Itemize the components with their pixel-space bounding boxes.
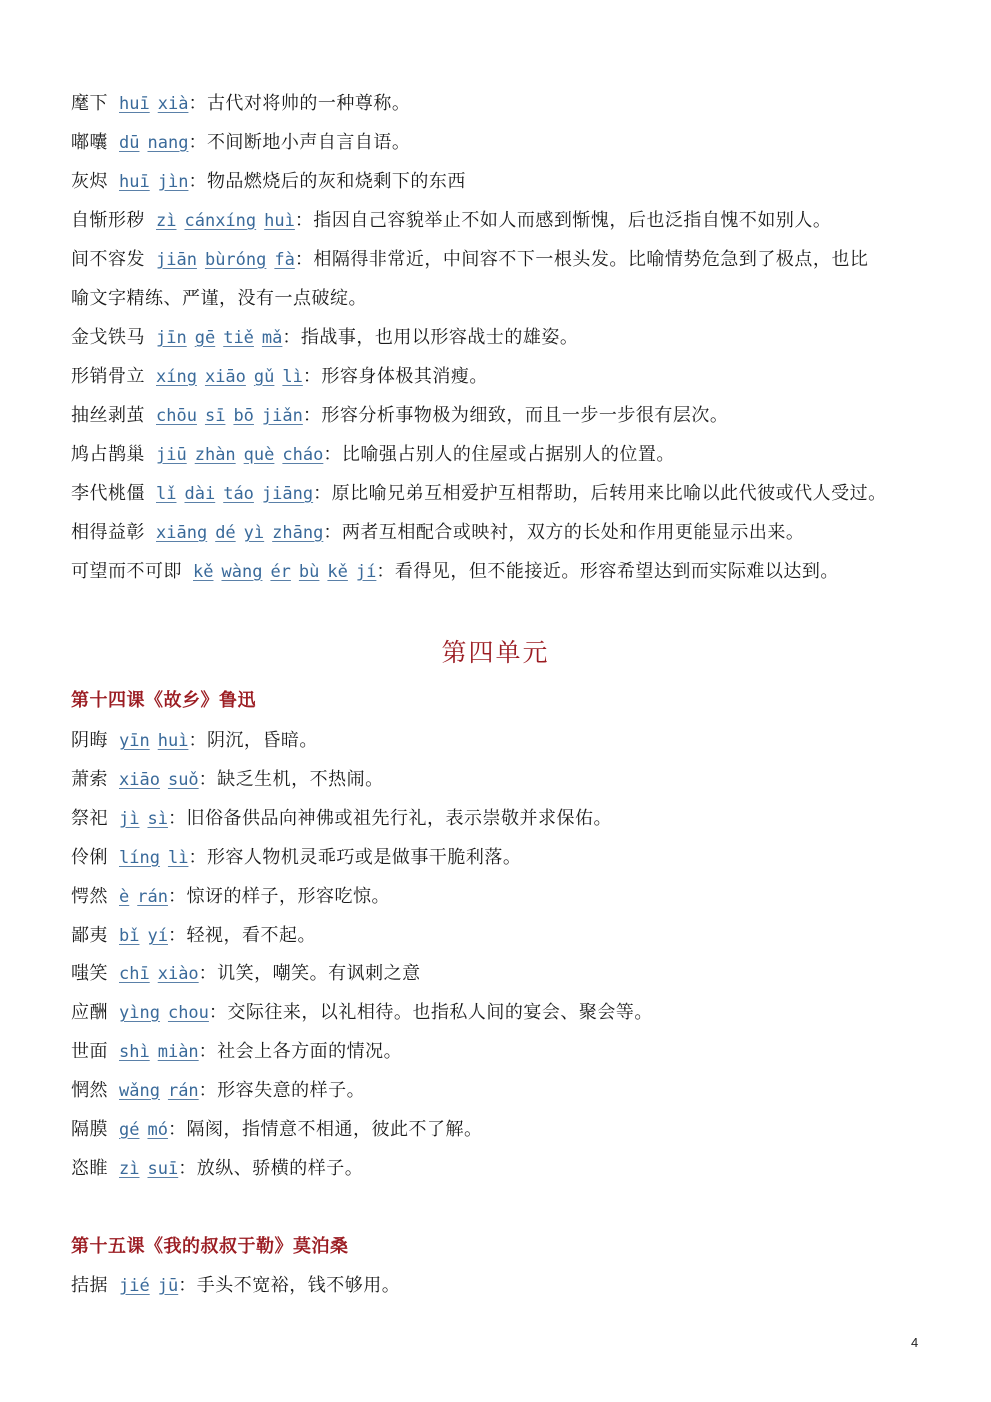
- term: 嗤笑: [71, 963, 108, 984]
- pinyin: yìng: [119, 1003, 160, 1023]
- term: 萧索: [71, 769, 108, 790]
- vocab-entry: 隔膜 gé mó：隔阂，指情意不相通，彼此不了解。: [71, 1119, 483, 1140]
- pinyin: jì: [119, 809, 140, 829]
- vocab-entry: 嗤笑 chī xiào：讥笑，嘲笑。有讽刺之意: [71, 963, 421, 984]
- pinyin: què: [243, 445, 275, 465]
- pinyin: suī: [147, 1159, 179, 1179]
- definition: 社会上各方面的情况。: [217, 1041, 403, 1062]
- definition: 比喻强占别人的住屋或占据别人的位置。: [341, 444, 675, 465]
- pinyin: zì: [119, 1159, 140, 1179]
- term: 拮据: [71, 1275, 108, 1296]
- term: 愕然: [71, 886, 108, 907]
- definition: 形容人物机灵乖巧或是做事干脆利落。: [206, 847, 522, 868]
- pinyin: bùróng: [204, 250, 267, 270]
- pinyin: jié: [119, 1276, 150, 1296]
- definition: 轻视，看不起。: [186, 925, 316, 946]
- pinyin: chōu: [156, 406, 197, 426]
- pinyin: jiǎn: [261, 406, 303, 426]
- pinyin: xiāo: [119, 770, 160, 790]
- term: 世面: [71, 1041, 108, 1062]
- pinyin: dū: [119, 133, 140, 153]
- pinyin: xiào: [157, 964, 199, 984]
- pinyin: lì: [167, 848, 189, 868]
- definition: 讥笑，嘲笑。有讽刺之意: [217, 963, 421, 984]
- pinyin: bǐ: [119, 926, 140, 946]
- definition: 形容失意的样子。: [217, 1080, 366, 1101]
- term: 恣睢: [71, 1158, 108, 1179]
- term: 祭祀: [71, 808, 108, 829]
- pinyin: jū: [157, 1276, 179, 1296]
- pinyin: zhāng: [272, 523, 324, 543]
- vocab-entry: 愕然 è rán：惊讶的样子，形容吃惊。: [71, 886, 390, 907]
- vocab-entry: 自惭形秽 zì cánxíng huì：指因自己容貌举止不如人而感到惭愧，后也泛指自愧不如别人。: [71, 210, 832, 231]
- pinyin: bù: [298, 562, 320, 582]
- definition: 相隔得非常近，中间容不下一根头发。比喻情势危急到了极点，也比: [313, 249, 869, 270]
- pinyin: zhàn: [194, 445, 236, 465]
- pinyin: táo: [223, 484, 254, 504]
- pinyin: mó: [147, 1120, 168, 1140]
- definition: 指战事，也用以形容战士的雄姿。: [300, 327, 579, 348]
- vocab-entry: 灰烬 huī jìn：物品燃烧后的灰和烧剩下的东西: [71, 171, 466, 192]
- term: 自惭形秽: [71, 210, 145, 231]
- definition-continued: 喻文字精练、严谨，没有一点破绽。: [71, 288, 367, 309]
- pinyin: bō: [233, 406, 254, 426]
- vocab-entry: 伶俐 líng lì：形容人物机灵乖巧或是做事干脆利落。: [71, 847, 522, 868]
- page-number: 4: [911, 1335, 919, 1350]
- term: 麾下: [71, 93, 108, 114]
- pinyin: cháo: [282, 445, 324, 465]
- pinyin: zì: [156, 211, 177, 231]
- vocab-entry: 金戈铁马 jīn gē tiě mǎ：指战事，也用以形容战士的雄姿。: [71, 327, 579, 348]
- pinyin: jiāng: [261, 484, 314, 504]
- definition: 看得见，但不能接近。形容希望达到而实际难以达到。: [394, 561, 839, 582]
- vocab-entry: 间不容发 jiān bùróng fà：相隔得非常近，中间容不下一根头发。比喻情势危急到了极点，也比: [71, 249, 869, 270]
- definition: 交际往来，以礼相待。也指私人间的宴会、聚会等。: [227, 1002, 653, 1023]
- pinyin: suǒ: [167, 770, 199, 790]
- pinyin: dé: [215, 523, 236, 543]
- pinyin: jìn: [157, 172, 189, 192]
- vocab-entry: 惘然 wǎng rán：形容失意的样子。: [71, 1080, 366, 1101]
- definition: 旧俗备供品向神佛或祖先行礼，表示崇敬并求保佑。: [186, 808, 612, 829]
- definition: 不间断地小声自言自语。: [206, 132, 411, 153]
- definition: 两者互相配合或映衬，双方的长处和作用更能显示出来。: [341, 522, 805, 543]
- definition: 阴沉，昏暗。: [206, 730, 318, 751]
- definition: 原比喻兄弟互相爱护互相帮助，后转用来比喻以此代彼或代人受过。: [331, 483, 887, 504]
- pinyin: ér: [270, 562, 291, 582]
- pinyin: rán: [137, 887, 168, 907]
- vocab-entry: 相得益彰 xiāng dé yì zhāng：两者互相配合或映衬，双方的长处和作用更能显示出来。: [71, 522, 805, 543]
- vocab-entry: 祭祀 jì sì：旧俗备供品向神佛或祖先行礼，表示崇敬并求保佑。: [71, 808, 612, 829]
- pinyin: lǐ: [156, 484, 177, 504]
- vocab-entry: 李代桃僵 lǐ dài táo jiāng：原比喻兄弟互相爱护互相帮助，后转用来比喻以此代彼或代人受过。: [71, 483, 887, 504]
- pinyin: mǎ: [261, 328, 283, 348]
- pinyin: yì: [243, 523, 265, 543]
- definition: 形容分析事物极为细致，而且一步一步很有层次。: [321, 405, 729, 426]
- term: 伶俐: [71, 847, 108, 868]
- pinyin: yīn: [119, 731, 150, 751]
- vocab-entry: 形销骨立 xíng xiāo gǔ lì：形容身体极其消瘦。: [71, 366, 488, 387]
- definition: 古代对将帅的一种尊称。: [206, 93, 411, 114]
- pinyin: wǎng: [119, 1081, 160, 1101]
- lesson-title: 第十四课《故乡》鲁迅: [71, 690, 256, 711]
- term: 灰烬: [71, 171, 108, 192]
- term: 间不容发: [71, 249, 145, 270]
- pinyin: jīn: [156, 328, 187, 348]
- vocab-entry: 麾下 huī xià：古代对将帅的一种尊称。: [71, 93, 411, 114]
- pinyin: fà: [274, 250, 295, 270]
- vocab-entry: 抽丝剥茧 chōu sī bō jiǎn：形容分析事物极为细致，而且一步一步很有层次。: [71, 405, 729, 426]
- vocab-entry: 阴晦 yīn huì：阴沉，昏暗。: [71, 730, 318, 751]
- term: 应酬: [71, 1002, 108, 1023]
- pinyin: è: [119, 887, 130, 907]
- pinyin: gǔ: [253, 367, 275, 387]
- vocab-entry: 拮据 jié jū：手头不宽裕，钱不够用。: [71, 1275, 401, 1296]
- definition: 形容身体极其消瘦。: [321, 366, 488, 387]
- term: 金戈铁马: [71, 327, 145, 348]
- term: 阴晦: [71, 730, 108, 751]
- pinyin: tiě: [223, 328, 254, 348]
- pinyin: miàn: [157, 1042, 199, 1062]
- pinyin: kě: [327, 562, 348, 582]
- pinyin: cánxíng: [184, 211, 257, 231]
- pinyin: gé: [119, 1120, 140, 1140]
- pinyin: xià: [157, 94, 189, 114]
- vocab-entry: 鄙夷 bǐ yí：轻视，看不起。: [71, 925, 316, 946]
- vocab-entry: 世面 shì miàn：社会上各方面的情况。: [71, 1041, 403, 1062]
- term: 鸠占鹊巢: [71, 444, 145, 465]
- pinyin: xiāng: [156, 523, 208, 543]
- pinyin: nang: [147, 133, 189, 153]
- definition: 放纵、骄横的样子。: [196, 1158, 364, 1179]
- definition: 缺乏生机，不热闹。: [217, 769, 384, 790]
- pinyin: jiān: [156, 250, 197, 270]
- pinyin: xiāo: [204, 367, 246, 387]
- pinyin: shì: [119, 1042, 150, 1062]
- lesson-title: 第十五课《我的叔叔于勒》莫泊桑: [71, 1236, 349, 1257]
- unit-title: 第四单元: [441, 638, 550, 667]
- pinyin: rán: [167, 1081, 199, 1101]
- vocab-entry: 可望而不可即 kě wàng ér bù kě jí：看得见，但不能接近。形容希望达到而实际难以达到。: [71, 561, 839, 582]
- pinyin: dài: [184, 484, 216, 504]
- definition: 隔阂，指情意不相通，彼此不了解。: [186, 1119, 483, 1140]
- definition: 指因自己容貌举止不如人而感到惭愧，后也泛指自愧不如别人。: [313, 210, 832, 231]
- vocab-entry: 嘟囔 dū nang：不间断地小声自言自语。: [71, 132, 411, 153]
- pinyin: kě: [193, 562, 214, 582]
- vocab-entry: 鸠占鹊巢 jiū zhàn què cháo：比喻强占别人的住屋或占据别人的位置。: [71, 444, 675, 465]
- term: 隔膜: [71, 1119, 108, 1140]
- vocab-entry: 应酬 yìng chou：交际往来，以礼相待。也指私人间的宴会、聚会等。: [71, 1002, 653, 1023]
- term: 相得益彰: [71, 522, 145, 543]
- term: 鄙夷: [71, 925, 108, 946]
- term: 惘然: [71, 1080, 108, 1101]
- definition: 物品燃烧后的灰和烧剩下的东西: [206, 171, 466, 192]
- pinyin: jí: [355, 562, 377, 582]
- pinyin: huī: [119, 94, 150, 114]
- term: 嘟囔: [71, 132, 108, 153]
- pinyin: yí: [147, 926, 168, 946]
- vocab-entry: 恣睢 zì suī：放纵、骄横的样子。: [71, 1158, 364, 1179]
- pinyin: gē: [194, 328, 216, 348]
- pinyin: chou: [167, 1003, 209, 1023]
- definition: 手头不宽裕，钱不够用。: [196, 1275, 401, 1296]
- term: 李代桃僵: [71, 483, 145, 504]
- pinyin: wàng: [221, 562, 263, 582]
- vocab-entry: 萧索 xiāo suǒ：缺乏生机，不热闹。: [71, 769, 384, 790]
- pinyin: xíng: [156, 367, 197, 387]
- pinyin: líng: [119, 848, 160, 868]
- pinyin: huī: [119, 172, 150, 192]
- pinyin: huì: [264, 211, 295, 231]
- term: 形销骨立: [71, 366, 145, 387]
- term: 可望而不可即: [71, 561, 182, 582]
- pinyin: lì: [282, 367, 303, 387]
- pinyin: huì: [157, 731, 189, 751]
- pinyin: jiū: [156, 445, 187, 465]
- pinyin: sī: [204, 406, 226, 426]
- pinyin: chī: [119, 964, 150, 984]
- term: 抽丝剥茧: [71, 405, 145, 426]
- pinyin: sì: [147, 809, 168, 829]
- definition: 惊讶的样子，形容吃惊。: [186, 886, 390, 907]
